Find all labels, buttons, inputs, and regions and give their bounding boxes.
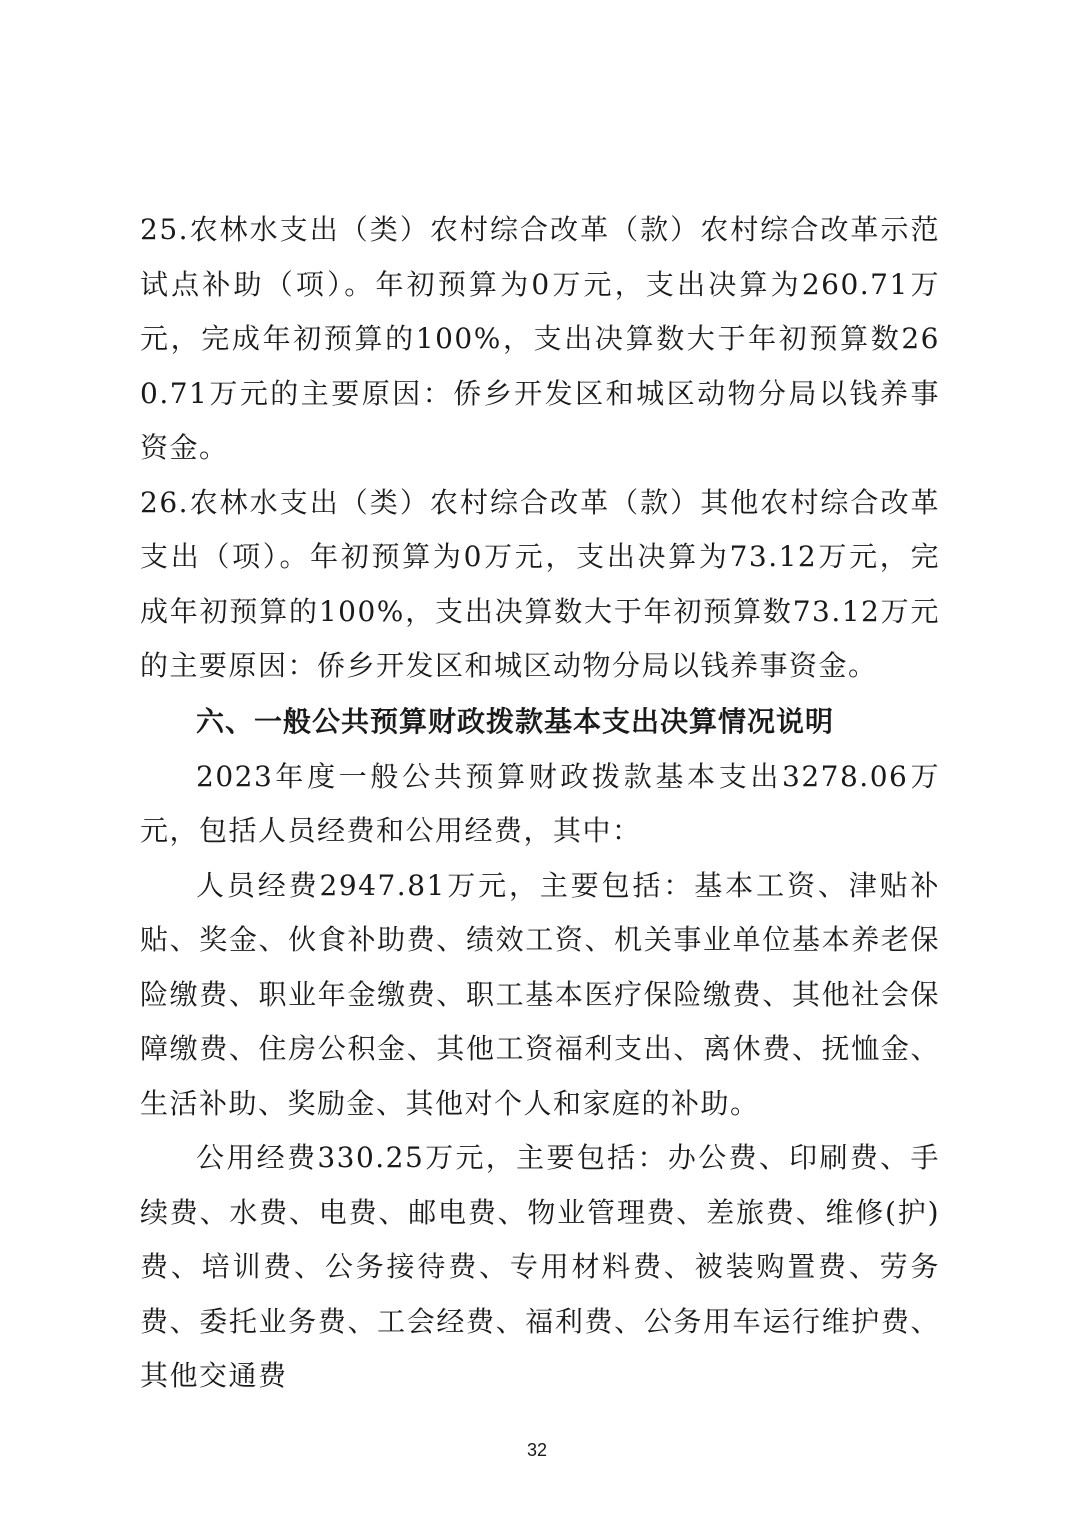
section-heading: 六、一般公共预算财政拨款基本支出决算情况说明 <box>196 704 835 738</box>
paragraph-summary: 2023年度一般公共预算财政拨款基本支出3278.06万元，包括人员经费和公用经费，其中： <box>140 759 940 847</box>
paragraph-item-26: 26.农林水支出（类）农村综合改革（款）其他农村综合改革支出（项）。年初预算为0万元，支出决算为73.12万元，完成年初预算的100%，支出决算数大于年初预算数73.12万元的主要原因：侨乡开发区和城区动物分局以钱养事资金。 <box>140 485 940 682</box>
paragraph-personnel-expenses: 人员经费2947.81万元，主要包括：基本工资、津贴补贴、奖金、伙食补助费、绩效工资、机关事业单位基本养老保险缴费、职业年金缴费、职工基本医疗保险缴费、其他社会保障缴费、住房公积金、其他工资福利支出、离休费、抚恤金、生活补助、奖励金、其他对个人和家庭的补助。 <box>140 868 940 1120</box>
page-body <box>140 203 940 1404</box>
page-number: 32 <box>526 1440 548 1460</box>
paragraph-public-expenses: 公用经费330.25万元，主要包括：办公费、印刷费、手续费、水费、电费、邮电费、物业管理费、差旅费、维修(护)费、培训费、公务接待费、专用材料费、被装购置费、劳务费、委托业务费、工会经费、福利费、公务用车运行维护费、其他交通费 <box>140 1141 940 1392</box>
paragraph-item-25: 25.农林水支出（类）农村综合改革（款）农村综合改革示范试点补助（项）。年初预算为0万元，支出决算为260.71万元，完成年初预算的100%，支出决算数大于年初预算数260.71万元的主要原因：侨乡开发区和城区动物分局以钱养事资金。 <box>140 213 940 464</box>
